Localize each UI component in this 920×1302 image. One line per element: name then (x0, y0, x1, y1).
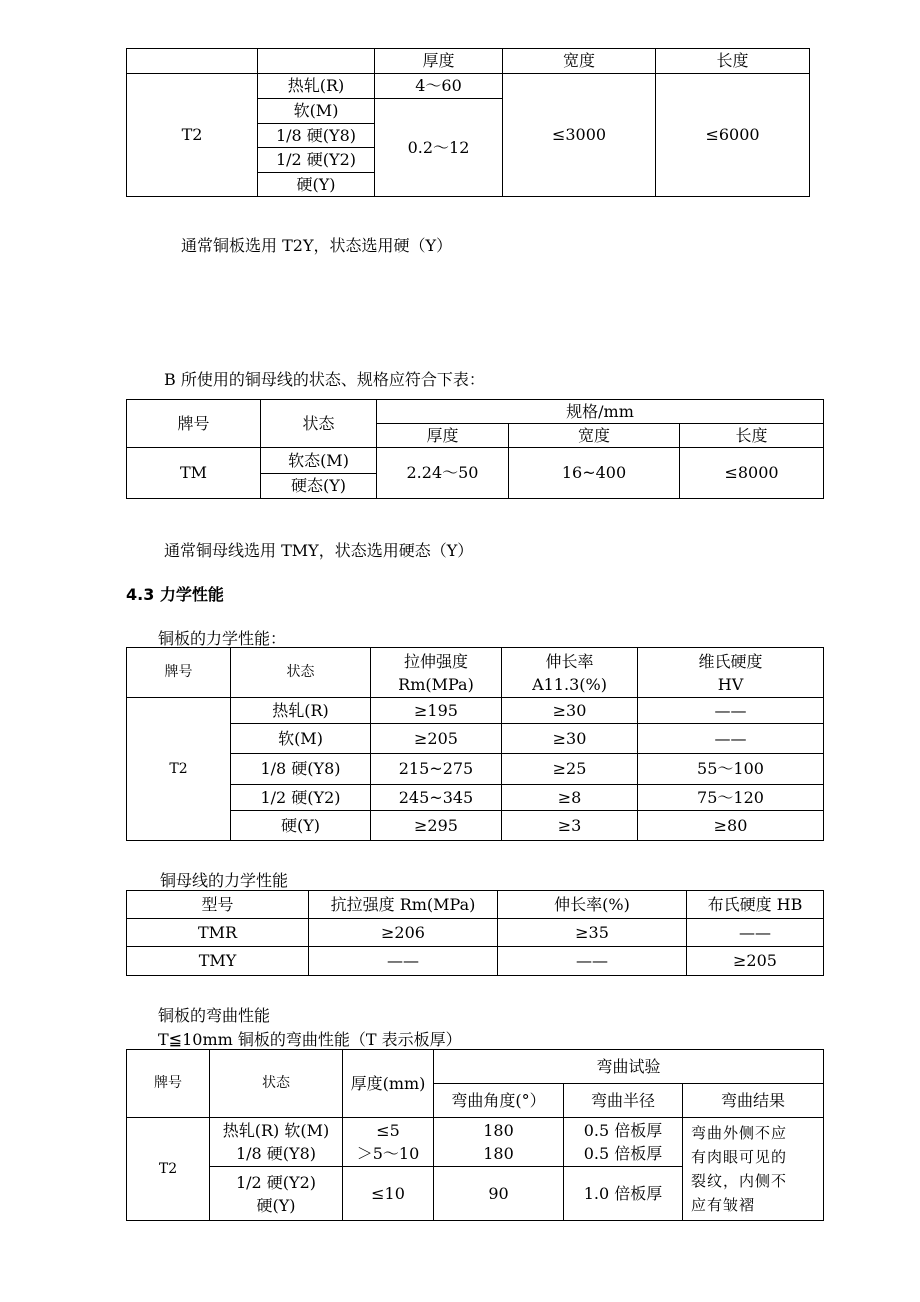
header-state: 状态 (261, 400, 377, 448)
tensile-cell: ≥195 (371, 698, 502, 724)
tensile-cell: ≥206 (309, 919, 498, 947)
grade-cell: T2 (127, 698, 231, 841)
hardness-cell: —— (638, 724, 824, 754)
header-state: 状态 (210, 1050, 343, 1118)
model-cell: TMR (127, 919, 309, 947)
header-elongation: 伸长率(%) (498, 891, 687, 919)
thickness-cell: 0.2～12 (375, 99, 503, 197)
elongation-cell: ≥3 (502, 811, 638, 841)
state-cell: 热轧(R) 软(M) 1/8 硬(Y8) (210, 1118, 343, 1167)
header-angle: 弯曲角度(°） (434, 1084, 564, 1118)
thickness-cell: ≤5 ＞5～10 (343, 1118, 434, 1167)
table-header-width: 宽度 (503, 49, 656, 74)
tensile-cell: 245~345 (371, 785, 502, 811)
radius-cell: 1.0 倍板厚 (564, 1167, 683, 1221)
header-tensile: 抗拉强度 Rm(MPa) (309, 891, 498, 919)
plate-mechanical-table (126, 647, 824, 841)
state-cell: 热轧(R) (231, 698, 371, 724)
header-thickness: 厚度(mm) (343, 1050, 434, 1118)
hardness-cell: ≥80 (638, 811, 824, 841)
header-hardness: 布氏硬度 HB (687, 891, 824, 919)
thickness-cell: ≤10 (343, 1167, 434, 1221)
busbar-mechanical-table (126, 890, 824, 976)
header-radius: 弯曲半径 (564, 1084, 683, 1118)
state-cell: 1/2 硬(Y2) (231, 785, 371, 811)
hardness-cell: —— (638, 698, 824, 724)
table-header-length: 长度 (656, 49, 810, 74)
state-cell: 硬(Y) (231, 811, 371, 841)
state-cell: 1/2 硬(Y2) 硬(Y) (210, 1167, 343, 1221)
section-title: 4.3 力学性能 (126, 585, 224, 604)
grade-cell: T2 (127, 74, 258, 197)
thickness-cell: 4～60 (375, 74, 503, 99)
angle-cell: 180 180 (434, 1118, 564, 1167)
state-cell: 软(M) (231, 724, 371, 754)
state-cell: 1/8 硬(Y8) (258, 124, 375, 148)
width-cell: 16~400 (509, 448, 680, 499)
plate-bending-table (126, 1049, 824, 1221)
header-elongation: 伸长率 A11.3(%) (502, 648, 638, 698)
paragraph-b: B 所使用的铜母线的状态、规格应符合下表： (164, 370, 485, 389)
header-model: 型号 (127, 891, 309, 919)
elongation-cell: ≥30 (502, 724, 638, 754)
elongation-cell: ≥25 (502, 754, 638, 785)
length-cell: ≤8000 (680, 448, 824, 499)
hardness-cell: ≥205 (687, 947, 824, 976)
header-grade: 牌号 (127, 1050, 210, 1118)
header-result: 弯曲结果 (683, 1084, 824, 1118)
table-header-cell (127, 49, 258, 74)
header-length: 长度 (680, 424, 824, 448)
grade-cell: TM (127, 448, 261, 499)
grade-cell: T2 (127, 1118, 210, 1221)
elongation-cell: —— (498, 947, 687, 976)
tensile-cell: ≥205 (371, 724, 502, 754)
subheading-bending: 铜板的弯曲性能 (158, 1006, 271, 1025)
hardness-cell: 75～120 (638, 785, 824, 811)
copper-plate-spec-table (126, 48, 810, 197)
header-hardness: 维氏硬度 HV (638, 648, 824, 698)
state-cell: 软(M) (258, 99, 375, 124)
table-header-cell (258, 49, 375, 74)
tensile-cell: 215~275 (371, 754, 502, 785)
header-thickness: 厚度 (377, 424, 509, 448)
state-cell: 热轧(R) (258, 74, 375, 99)
state-cell: 软态(M) (261, 448, 377, 474)
busbar-spec-table (126, 399, 824, 499)
note-busbar: 通常铜母线选用 TMY，状态选用硬态（Y） (164, 541, 474, 560)
subheading-plate-mechanical: 铜板的力学性能： (158, 629, 287, 648)
header-grade: 牌号 (127, 648, 231, 698)
elongation-cell: ≥30 (502, 698, 638, 724)
state-cell: 1/2 硬(Y2) (258, 148, 375, 173)
table-header-thickness: 厚度 (375, 49, 503, 74)
header-width: 宽度 (509, 424, 680, 448)
angle-cell: 90 (434, 1167, 564, 1221)
note-copper-plate: 通常铜板选用 T2Y，状态选用硬（Y） (181, 236, 453, 255)
header-tensile: 拉伸强度 Rm(MPa) (371, 648, 502, 698)
state-cell: 1/8 硬(Y8) (231, 754, 371, 785)
elongation-cell: ≥35 (498, 919, 687, 947)
elongation-cell: ≥8 (502, 785, 638, 811)
header-grade: 牌号 (127, 400, 261, 448)
model-cell: TMY (127, 947, 309, 976)
hardness-cell: —— (687, 919, 824, 947)
length-cell: ≤6000 (656, 74, 810, 197)
header-spec: 规格/mm (377, 400, 824, 424)
width-cell: ≤3000 (503, 74, 656, 197)
tensile-cell: —— (309, 947, 498, 976)
radius-cell: 0.5 倍板厚 0.5 倍板厚 (564, 1118, 683, 1167)
state-cell: 硬态(Y) (261, 474, 377, 499)
header-state: 状态 (231, 648, 371, 698)
state-cell: 硬(Y) (258, 173, 375, 197)
result-cell: 弯曲外侧不应 有肉眼可见的 裂纹，内侧不 应有皱褶 (683, 1118, 824, 1221)
tensile-cell: ≥295 (371, 811, 502, 841)
thickness-cell: 2.24～50 (377, 448, 509, 499)
subheading-bending-detail: T≦10mm 铜板的弯曲性能（T 表示板厚） (158, 1030, 462, 1049)
header-bending-test: 弯曲试验 (434, 1050, 824, 1084)
subheading-busbar-mechanical: 铜母线的力学性能 (160, 871, 289, 890)
hardness-cell: 55～100 (638, 754, 824, 785)
